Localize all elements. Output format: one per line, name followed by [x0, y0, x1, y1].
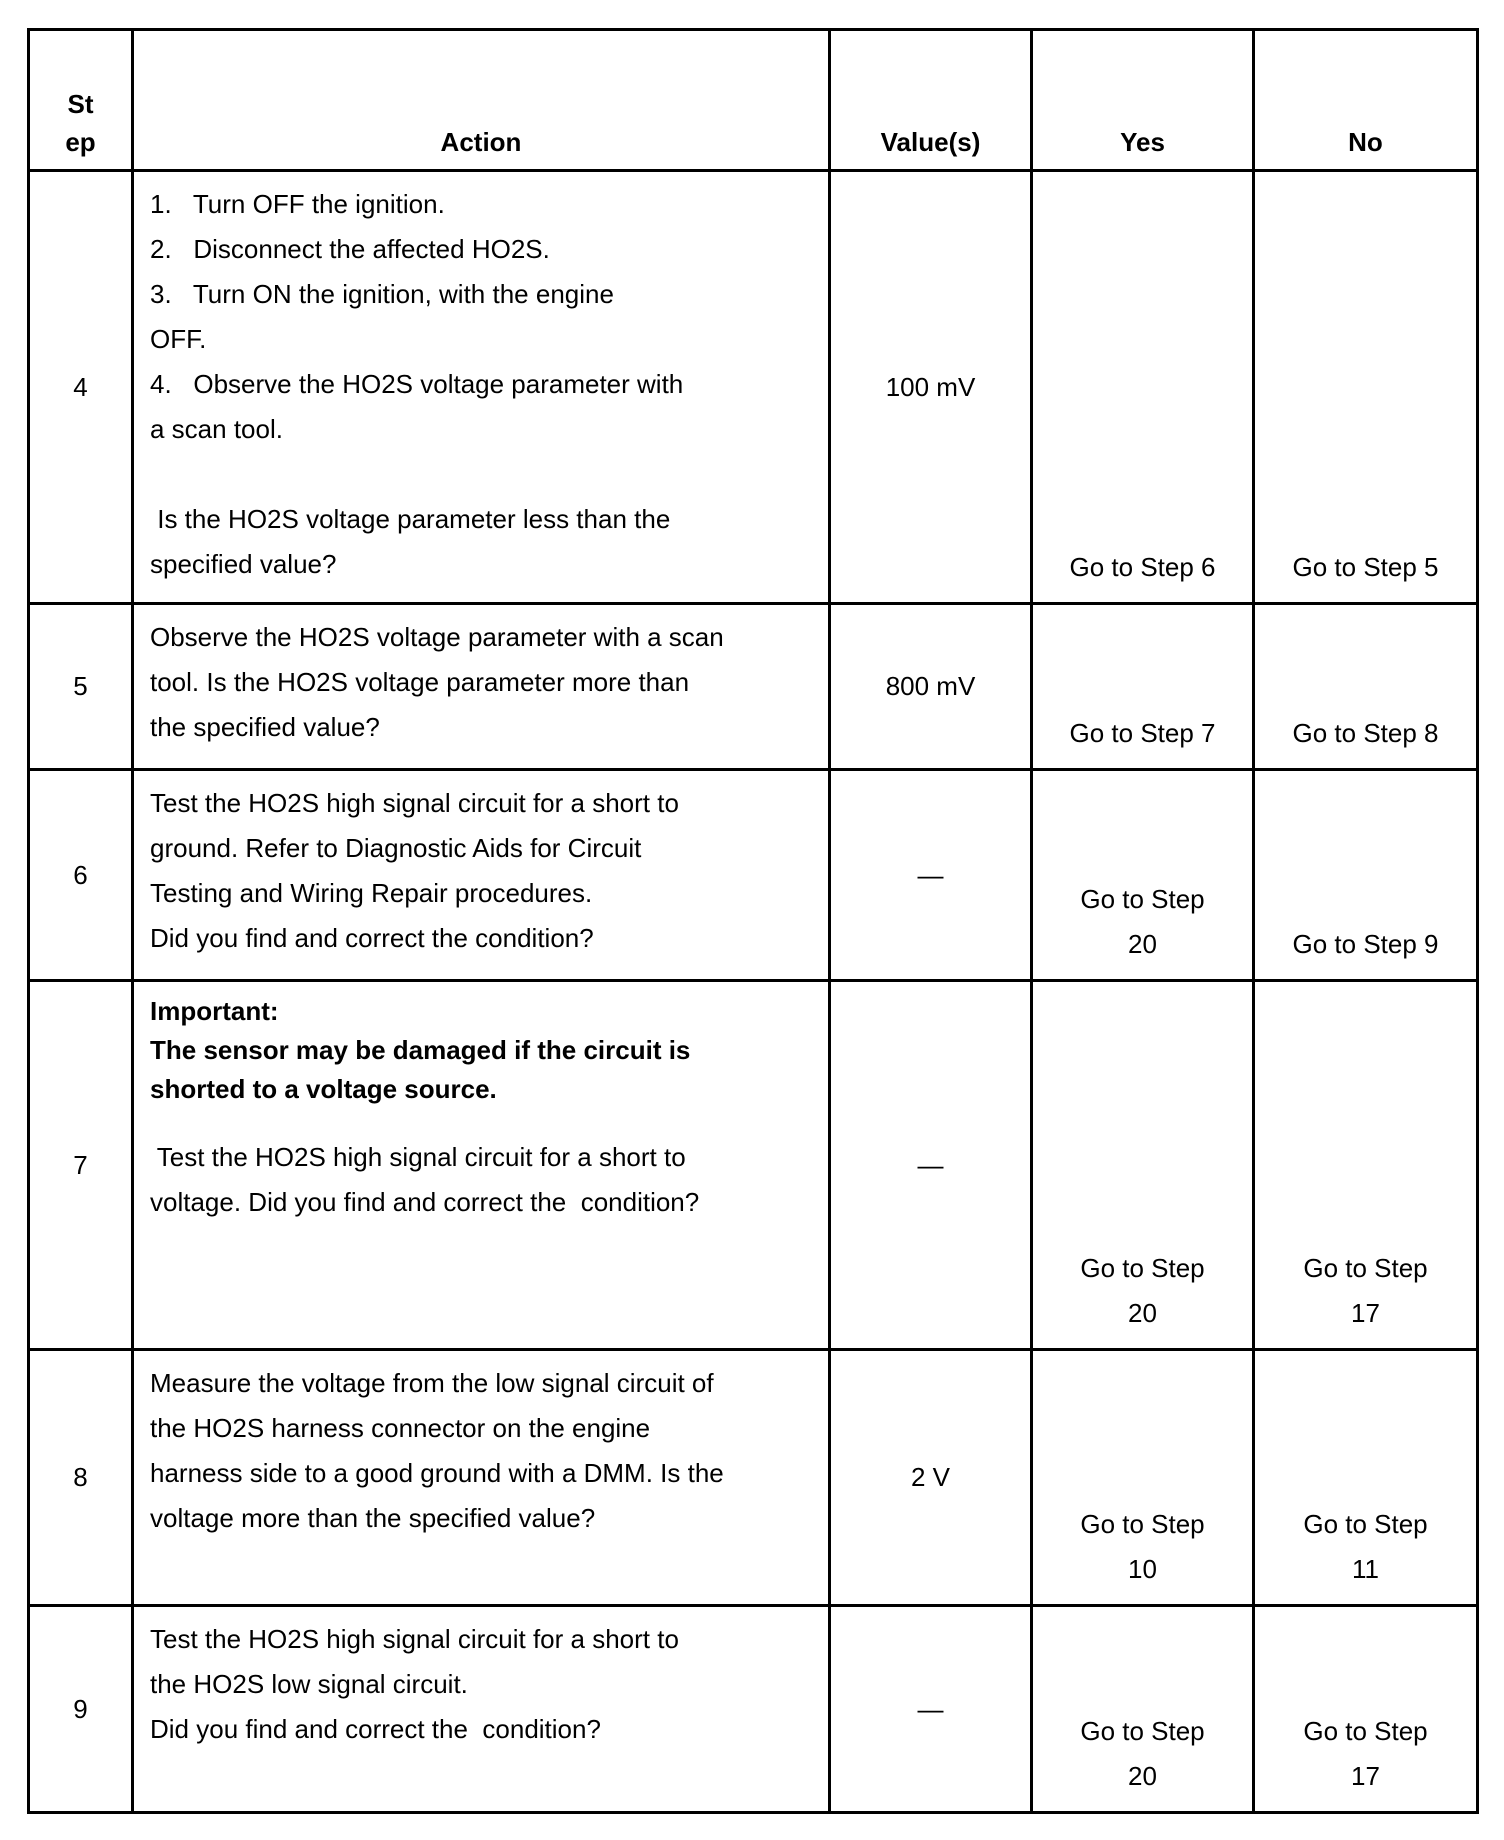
- value-cell: —: [830, 1606, 1032, 1813]
- no-cell: Go to Step 9: [1254, 770, 1478, 981]
- no-cell: [1254, 1350, 1478, 1606]
- step-number: 4: [29, 171, 133, 604]
- action-line: voltage. Did you find and correct the condition?: [150, 1187, 700, 1217]
- table-row: [29, 1350, 1478, 1606]
- important-title: Important:: [150, 996, 279, 1026]
- action-line: 1. Turn OFF the ignition.: [150, 189, 445, 219]
- no-cell: [1254, 981, 1478, 1350]
- yes-cell: [1032, 1606, 1254, 1813]
- spacer: [150, 1109, 814, 1135]
- action-line: a scan tool.: [150, 414, 283, 444]
- action-line: Did you find and correct the condition?: [150, 923, 594, 953]
- action-line: Did you find and correct the condition?: [150, 1714, 601, 1744]
- action-cell: [133, 171, 830, 604]
- value-cell: 800 mV: [830, 604, 1032, 770]
- no-cell: Go to Step 8: [1254, 604, 1478, 770]
- step-number: 6: [29, 770, 133, 981]
- no-text: Go to Step 17: [1303, 1716, 1428, 1791]
- step-number: 9: [29, 1606, 133, 1813]
- action-line: Is the HO2S voltage parameter less than the: [150, 504, 671, 534]
- action-line: the HO2S low signal circuit.: [150, 1669, 468, 1699]
- action-cell: [133, 770, 830, 981]
- action-line: [150, 452, 814, 497]
- no-text: Go to Step 11: [1303, 1509, 1428, 1584]
- no-cell: Go to Step 5: [1254, 171, 1478, 604]
- header-no: No: [1254, 30, 1478, 171]
- action-cell: [133, 1606, 830, 1813]
- value-cell: 100 mV: [830, 171, 1032, 604]
- value-cell: —: [830, 981, 1032, 1350]
- header-step: [29, 30, 133, 171]
- header-step-line1: St: [67, 89, 94, 119]
- value-cell: —: [830, 770, 1032, 981]
- action-cell: [133, 604, 830, 770]
- important-line: The sensor may be damaged if the circuit is: [150, 1035, 691, 1065]
- action-line: 2. Disconnect the affected HO2S.: [150, 234, 550, 264]
- table-row: [29, 981, 1478, 1350]
- header-action: Action: [133, 30, 830, 171]
- yes-text: Go to Step 20: [1080, 1253, 1205, 1328]
- action-line: Test the HO2S high signal circuit for a short to: [150, 1142, 686, 1172]
- yes-cell: [1032, 981, 1254, 1350]
- table-row: [29, 1606, 1478, 1813]
- header-row: [29, 30, 1478, 171]
- yes-cell: [1032, 1350, 1254, 1606]
- action-line: Testing and Wiring Repair procedures.: [150, 878, 593, 908]
- action-line: Observe the HO2S voltage parameter with a scan: [150, 622, 724, 652]
- action-line: the specified value?: [150, 712, 380, 742]
- value-cell: 2 V: [830, 1350, 1032, 1606]
- action-line: tool. Is the HO2S voltage parameter more than: [150, 667, 690, 697]
- action-line: specified value?: [150, 549, 337, 579]
- diagnostic-table: [27, 28, 1479, 1814]
- action-line: the HO2S harness connector on the engine: [150, 1413, 651, 1443]
- action-line: harness side to a good ground with a DMM. Is the: [150, 1458, 724, 1488]
- step-number: 8: [29, 1350, 133, 1606]
- yes-text: Go to Step 10: [1080, 1509, 1205, 1584]
- yes-cell: [1032, 770, 1254, 981]
- action-line: Test the HO2S high signal circuit for a short to: [150, 1624, 679, 1654]
- action-line: ground. Refer to Diagnostic Aids for Circuit: [150, 833, 642, 863]
- table-row: [29, 770, 1478, 981]
- table-row: [29, 171, 1478, 604]
- header-values: Value(s): [830, 30, 1032, 171]
- header-step-line2: ep: [65, 127, 96, 157]
- header-yes: Yes: [1032, 30, 1254, 171]
- yes-text: Go to Step 20: [1080, 884, 1205, 959]
- action-line: OFF.: [150, 324, 207, 354]
- action-line: 3. Turn ON the ignition, with the engine: [150, 279, 614, 309]
- action-line: Measure the voltage from the low signal circuit of: [150, 1368, 714, 1398]
- yes-text: Go to Step 20: [1080, 1716, 1205, 1791]
- action-line: voltage more than the specified value?: [150, 1503, 596, 1533]
- yes-cell: Go to Step 6: [1032, 171, 1254, 604]
- no-cell: [1254, 1606, 1478, 1813]
- step-number: 5: [29, 604, 133, 770]
- action-cell: [133, 1350, 830, 1606]
- step-number: 7: [29, 981, 133, 1350]
- table-row: [29, 604, 1478, 770]
- action-cell: [133, 981, 830, 1350]
- action-line: Test the HO2S high signal circuit for a short to: [150, 788, 679, 818]
- no-text: Go to Step 17: [1303, 1253, 1428, 1328]
- important-line: shorted to a voltage source.: [150, 1074, 497, 1104]
- action-line: 4. Observe the HO2S voltage parameter with: [150, 369, 684, 399]
- yes-cell: Go to Step 7: [1032, 604, 1254, 770]
